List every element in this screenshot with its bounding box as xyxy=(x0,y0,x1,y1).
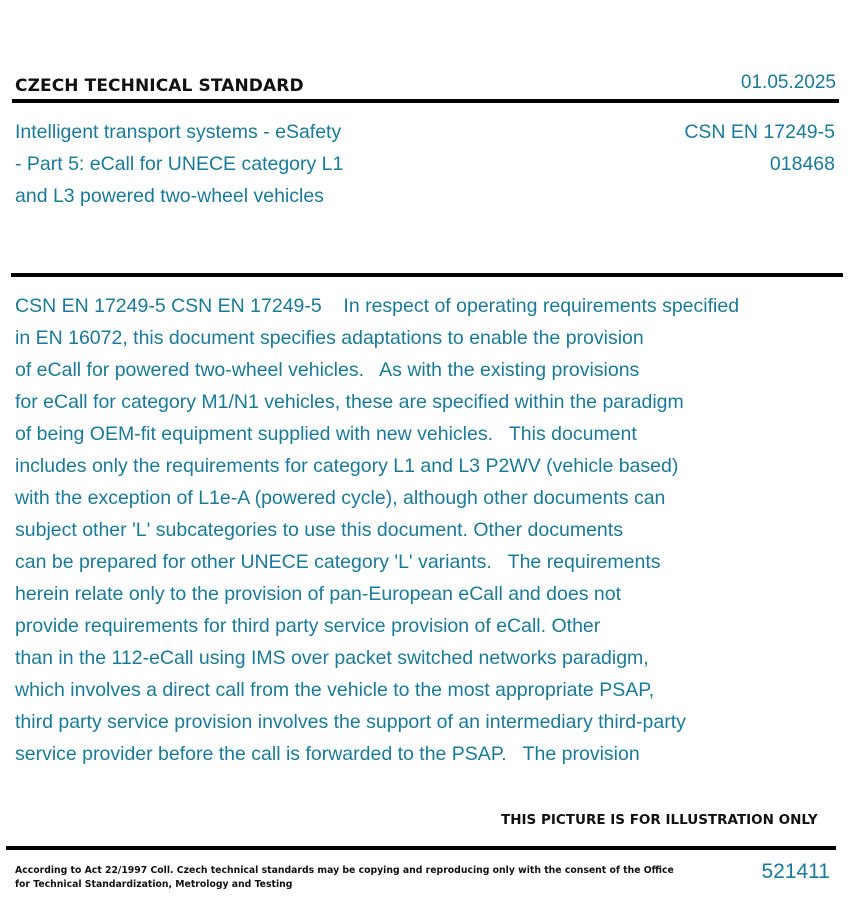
abstract-line: service provider before the call is forwarded to the PSAP. The provision xyxy=(15,743,640,765)
abstract-line: provide requirements for third party service provision of eCall. Other xyxy=(15,615,601,637)
abstract-line: herein relate only to the provision of pan-European eCall and does not xyxy=(15,583,621,605)
abstract-line: of being OEM-fit equipment supplied with new vehicles. This document xyxy=(15,423,637,445)
abstract-text xyxy=(15,290,845,770)
abstract-line: in EN 16072, this document specifies adaptations to enable the provision xyxy=(15,327,644,349)
illustration-disclaimer: THIS PICTURE IS FOR ILLUSTRATION ONLY xyxy=(501,812,818,828)
abstract-line: of eCall for powered two-wheel vehicles. As with the existing provisions xyxy=(15,359,640,381)
abstract-line: CSN EN 17249-5 CSN EN 17249-5 In respect of operating requirements specified xyxy=(15,295,740,317)
title-divider xyxy=(11,273,843,277)
abstract-line: which involves a direct call from the vehicle to the most appropriate PSAP, xyxy=(15,679,655,701)
standard-code: CSN EN 17249-5 xyxy=(684,121,835,143)
header-divider xyxy=(12,99,839,103)
abstract-line: third party service provision involves the support of an intermediary third-party xyxy=(15,711,686,733)
catalog-number: 018468 xyxy=(769,153,835,175)
legal-line: According to Act 22/1997 Coll. Czech technical standards may be copying and reproducing only with the consent of the Office xyxy=(15,865,674,876)
abstract-line: can be prepared for other UNECE category 'L' variants. The requirements xyxy=(15,551,661,573)
abstract-line: with the exception of L1e-A (powered cycle), although other documents can xyxy=(15,487,666,509)
abstract-line: for eCall for category M1/N1 vehicles, these are specified within the paradigm xyxy=(15,391,684,413)
abstract-line: than in the 112-eCall using IMS over packet switched networks paradigm, xyxy=(15,647,649,669)
document-codes xyxy=(684,116,835,180)
title-line: - Part 5: eCall for UNECE category L1 xyxy=(15,153,344,175)
standard-type-label: CZECH TECHNICAL STANDARD xyxy=(15,76,304,96)
abstract-line: includes only the requirements for category L1 and L3 P2WV (vehicle based) xyxy=(15,455,679,477)
legal-line: for Technical Standardization, Metrology and Testing xyxy=(15,879,293,890)
title-line: Intelligent transport systems - eSafety xyxy=(15,121,342,143)
publication-date: 01.05.2025 xyxy=(740,72,836,93)
document-title xyxy=(15,116,515,212)
footer-divider xyxy=(6,846,836,850)
abstract-line: subject other 'L' subcategories to use this document. Other documents xyxy=(15,519,623,541)
legal-notice xyxy=(15,864,674,892)
title-line: and L3 powered two-wheel vehicles xyxy=(15,185,324,207)
footer-code: 521411 xyxy=(761,860,830,883)
